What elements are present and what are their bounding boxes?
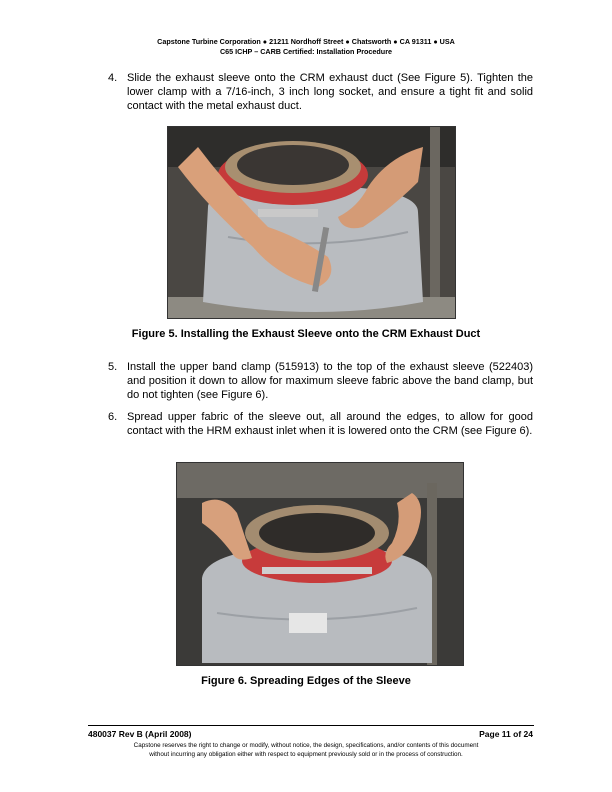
footer-disclaimer <box>0 741 612 759</box>
step-text: Install the upper band clamp (515913) to the top of the exhaust sleeve (522403) and position it down to allow for maximum sleeve fabric above the band clamp, but do not tighten (see Figure 6). <box>127 361 533 401</box>
figure-5-photo <box>167 126 456 319</box>
step-text: Slide the exhaust sleeve onto the CRM exhaust duct (See Figure 5). Tighten the lower clamp with a 7/16-inch, 3 inch long socket, and ensure a tight fit and solid contact with the metal exhaust duct. <box>127 72 533 112</box>
step-4 <box>108 72 533 113</box>
disclaimer-line: Capstone reserves the right to change or modify, without notice, the design, specifications, and/or contents of this document <box>133 742 479 749</box>
step-number: 4. <box>108 72 118 84</box>
footer-page-number: Page 11 of 24 <box>479 729 533 739</box>
figure-5-caption: Figure 5. Installing the Exhaust Sleeve onto the CRM Exhaust Duct <box>131 328 481 340</box>
disclaimer-line: without incurring any obligation either with respect to equipment previously sold or in the process of construction. <box>149 751 463 758</box>
footer-divider <box>88 725 534 726</box>
figure-6-caption: Figure 6. Spreading Edges of the Sleeve <box>201 675 411 687</box>
header-company-line: Capstone Turbine Corporation ● 21211 Nordhoff Street ● Chatsworth ● CA 91311 ● USA <box>157 37 455 46</box>
page-header <box>0 37 612 57</box>
footer-document-id: 480037 Rev B (April 2008) <box>88 729 192 739</box>
step-5 <box>108 361 533 402</box>
step-6 <box>108 411 533 439</box>
header-document-line: C65 ICHP – CARB Certified: Installation Procedure <box>219 47 392 56</box>
figure-6-photo <box>176 462 464 666</box>
step-number: 6. <box>108 411 118 423</box>
step-number: 5. <box>108 361 118 373</box>
step-text: Spread upper fabric of the sleeve out, all around the edges, to allow for good contact with the HRM exhaust inlet when it is lowered onto the CRM (see Figure 6). <box>127 411 533 437</box>
